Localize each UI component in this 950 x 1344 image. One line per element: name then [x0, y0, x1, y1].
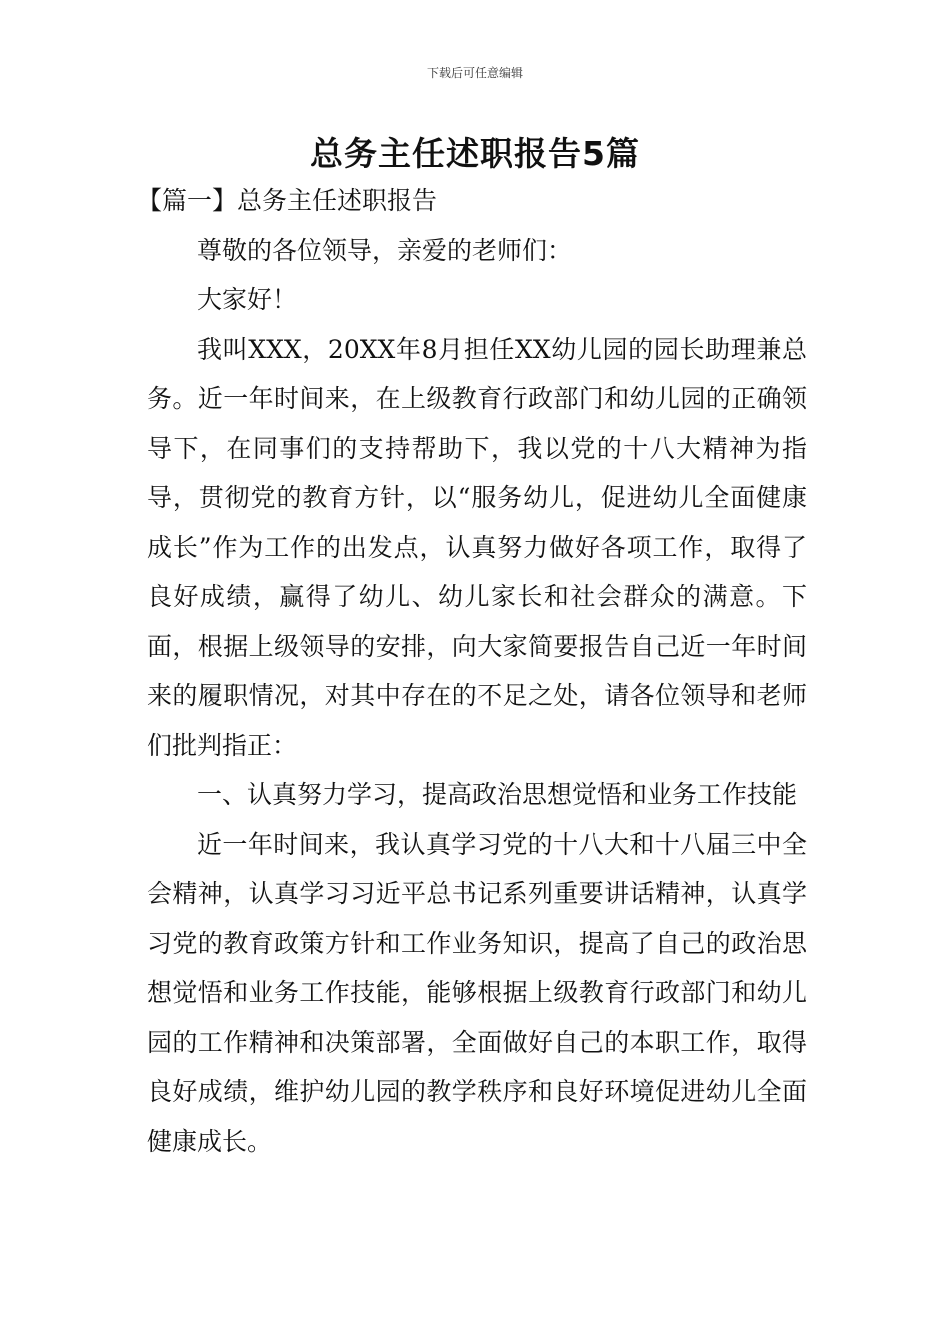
header-note: 下载后可任意编辑	[426, 66, 523, 80]
document-body	[137, 176, 807, 1166]
document-title: 总务主任述职报告5篇	[310, 134, 640, 173]
section-heading: 【篇一】总务主任述职报告	[137, 186, 438, 215]
introduction-paragraph: 我叫XXX，20XX年8月担任XX幼儿园的园长助理兼总务。近一年时间来，在上级教育行政部门和幼儿园的正确领导下，在同事们的支持帮助下，我以党的十八大精神为指导，贯彻党的教育方针，以“服务幼儿，促进幼儿全面健康成长”作为工作的出发点，认真努力做好各项工作，取得了良好成绩，赢得了幼儿、幼儿家长和社会群众的满意。下面，根据上级领导的安排，向大家简要报告自己近一年时间来的履职情况，对其中存在的不足之处，请各位领导和老师们批判指正：	[147, 334, 807, 760]
greeting-paragraph: 大家好！	[197, 285, 298, 314]
study-paragraph: 近一年时间来，我认真学习党的十八大和十八届三中全会精神，认真学习习近平总书记系列重要讲话精神，认真学习党的教育政策方针和工作业务知识，提高了自己的政治思想觉悟和业务工作技能，能够根据上级教育行政部门和幼儿园的工作精神和决策部署，全面做好自己的本职工作，取得良好成绩，维护幼儿园的教学秩序和良好环境促进幼儿全面健康成长。	[147, 829, 807, 1156]
salutation-paragraph: 尊敬的各位领导，亲爱的老师们：	[197, 235, 573, 265]
subsection-heading: 一、认真努力学习，提高政治思想觉悟和业务工作技能	[197, 780, 798, 809]
